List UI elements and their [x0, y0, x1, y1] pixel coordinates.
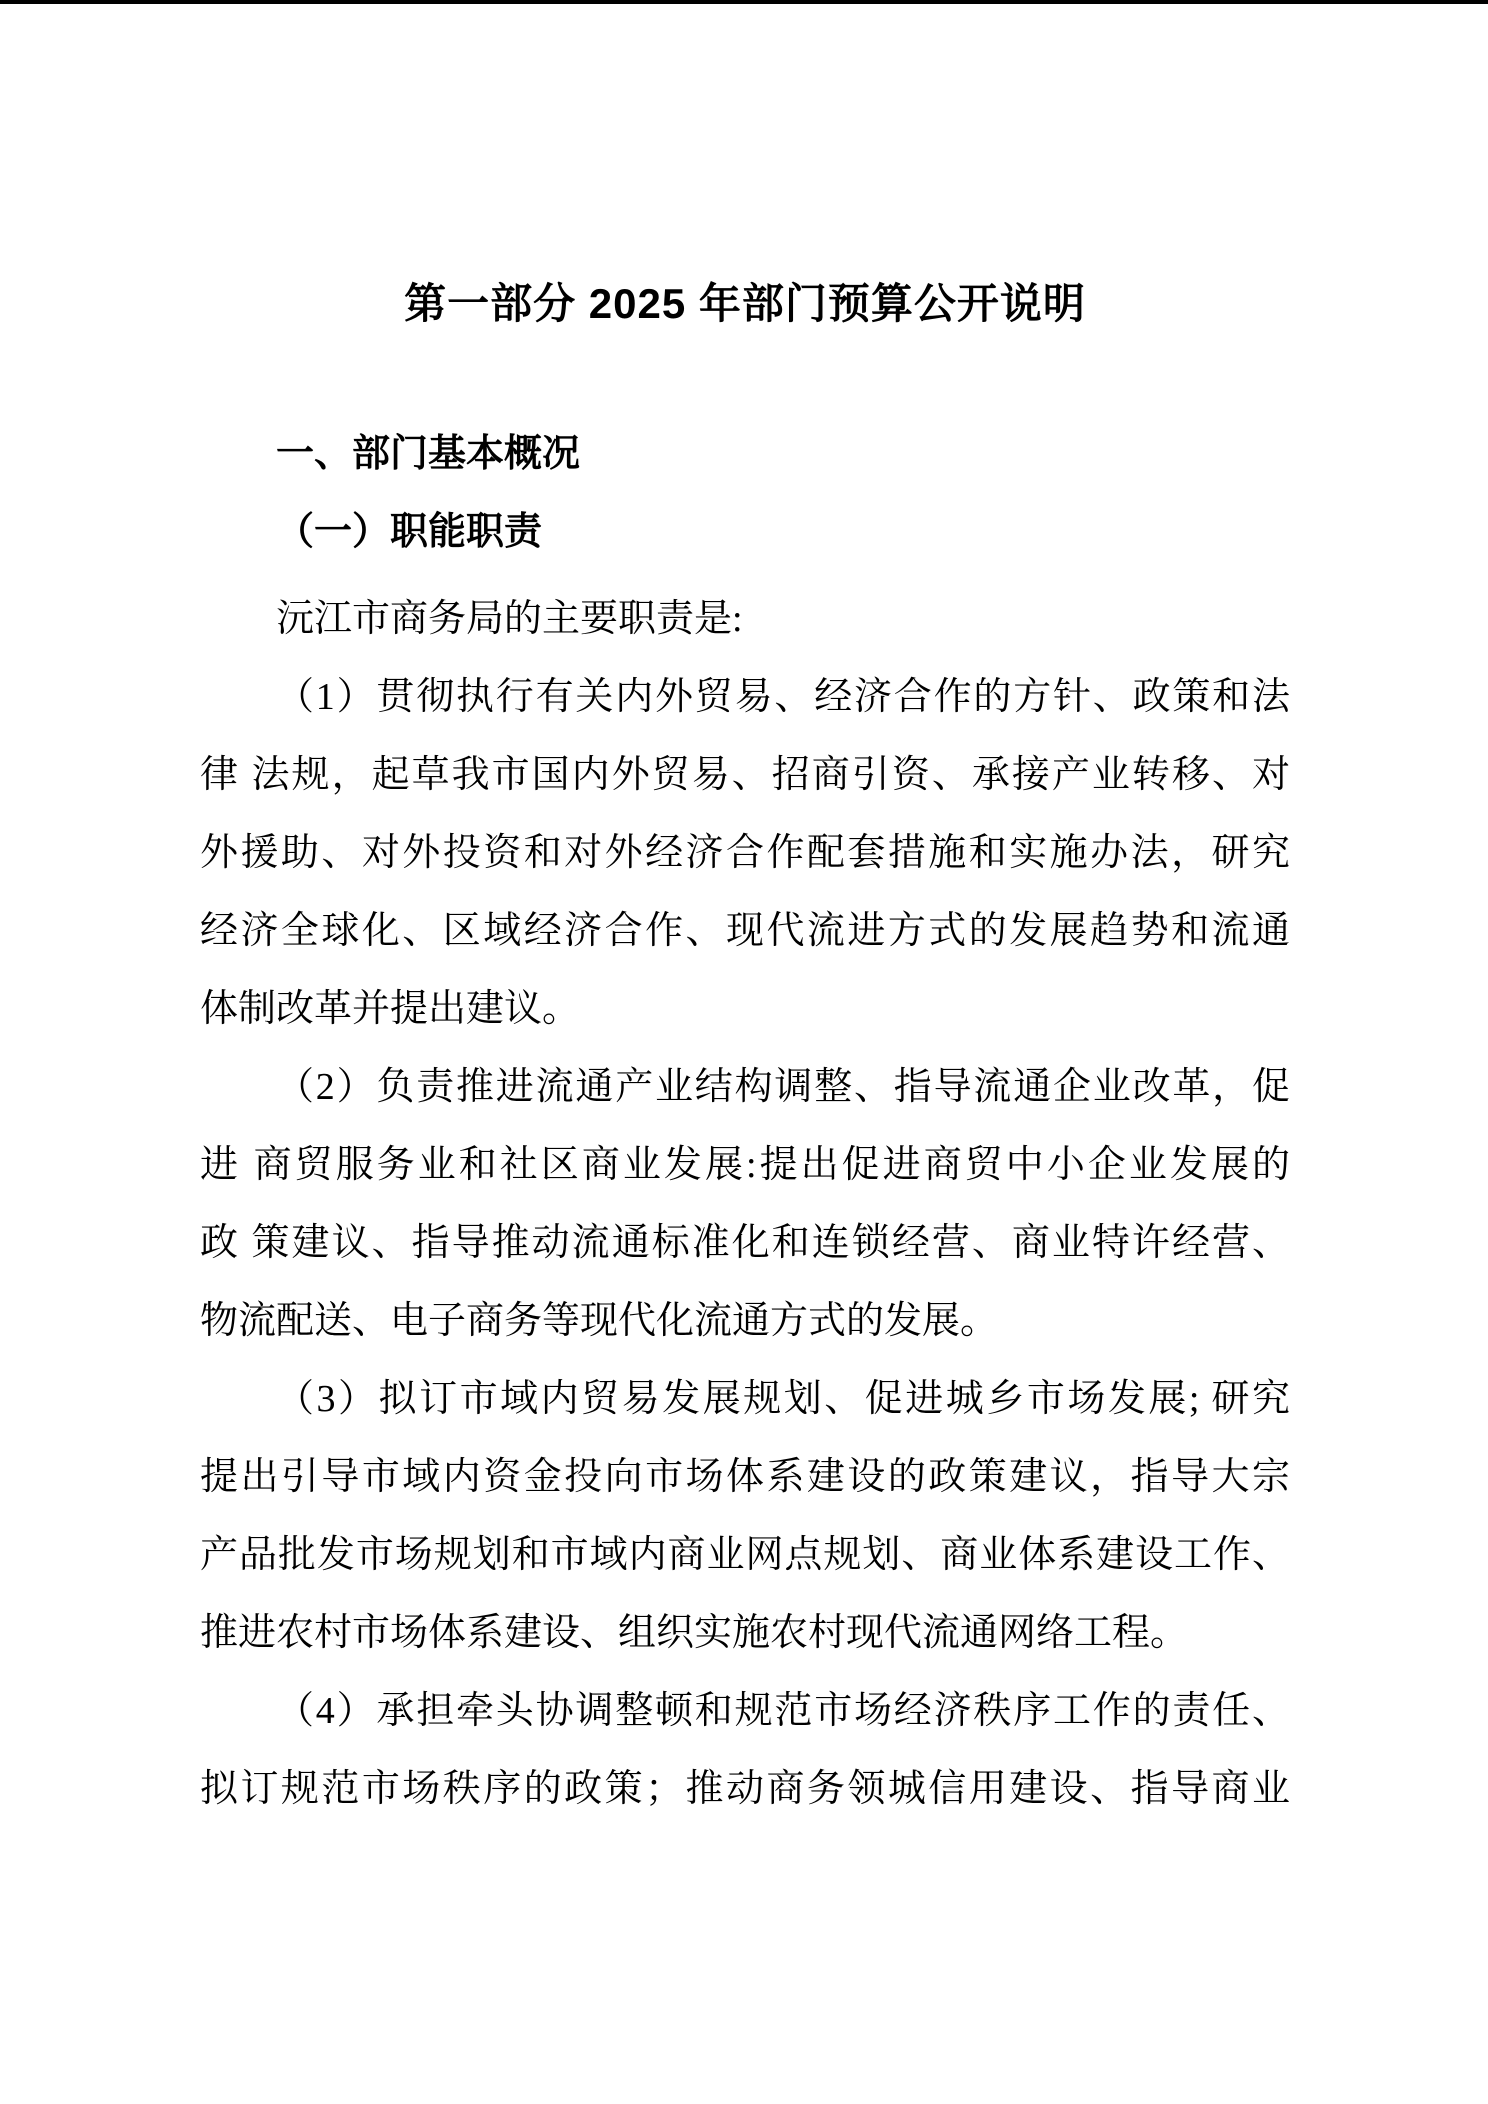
- body-line: 外援助、对外投资和对外经济合作配套措施和实施办法，研究: [200, 832, 1290, 874]
- paragraph-duty-4: [200, 1672, 1290, 1828]
- body-line: （1）贯彻执行有关内外贸易、经济合作的方针、政策和法: [276, 676, 1290, 718]
- paragraph-duty-1: [200, 658, 1290, 1048]
- body-line: 产品批发市场规划和市域内商业网点规划、商业体系建设工作、: [200, 1534, 1290, 1576]
- paragraph-intro: [200, 580, 1290, 658]
- body-line: （2）负责推进流通产业结构调整、指导流通企业改革，促: [276, 1066, 1290, 1108]
- body-line: 沅江市商务局的主要职责是:: [276, 598, 743, 640]
- body-line: 经济全球化、区域经济合作、现代流进方式的发展趋势和流通: [200, 910, 1290, 952]
- body-line: （3）拟订市域内贸易发展规划、促进城乡市场发展; 研究: [276, 1378, 1290, 1420]
- page-top-border: [0, 0, 1488, 4]
- body-line: 提出引导市域内资金投向市场体系建设的政策建议，指导大宗: [200, 1456, 1290, 1498]
- subsection-heading: （一）职能职责: [276, 511, 543, 553]
- body-line: 律 法规，起草我市国内外贸易、招商引资、承接产业转移、对: [200, 754, 1290, 796]
- body-line: 推进农村市场体系建设、组织实施农村现代流通网络工程。: [200, 1612, 1189, 1654]
- body-line: 政 策建议、指导推动流通标准化和连锁经营、商业特许经营、: [200, 1222, 1290, 1264]
- body-line: 物流配送、电子商务等现代化流通方式的发展。: [200, 1300, 999, 1342]
- body-line: 拟订规范市场秩序的政策；推动商务领城信用建设、指导商业: [200, 1768, 1290, 1810]
- body-line: （4）承担牵头协调整顿和规范市场经济秩序工作的责任、: [276, 1690, 1290, 1732]
- body-line: 体制改革并提出建议。: [200, 988, 581, 1030]
- section-heading: 一、部门基本概况: [276, 433, 581, 475]
- body-line: 进 商贸服务业和社区商业发展:提出促进商贸中小企业发展的: [200, 1144, 1290, 1186]
- paragraph-duty-2: [200, 1048, 1290, 1360]
- document-title: 第一部分 2025 年部门预算公开说明: [404, 280, 1086, 327]
- paragraph-duty-3: [200, 1360, 1290, 1672]
- document-body: [200, 0, 1290, 1828]
